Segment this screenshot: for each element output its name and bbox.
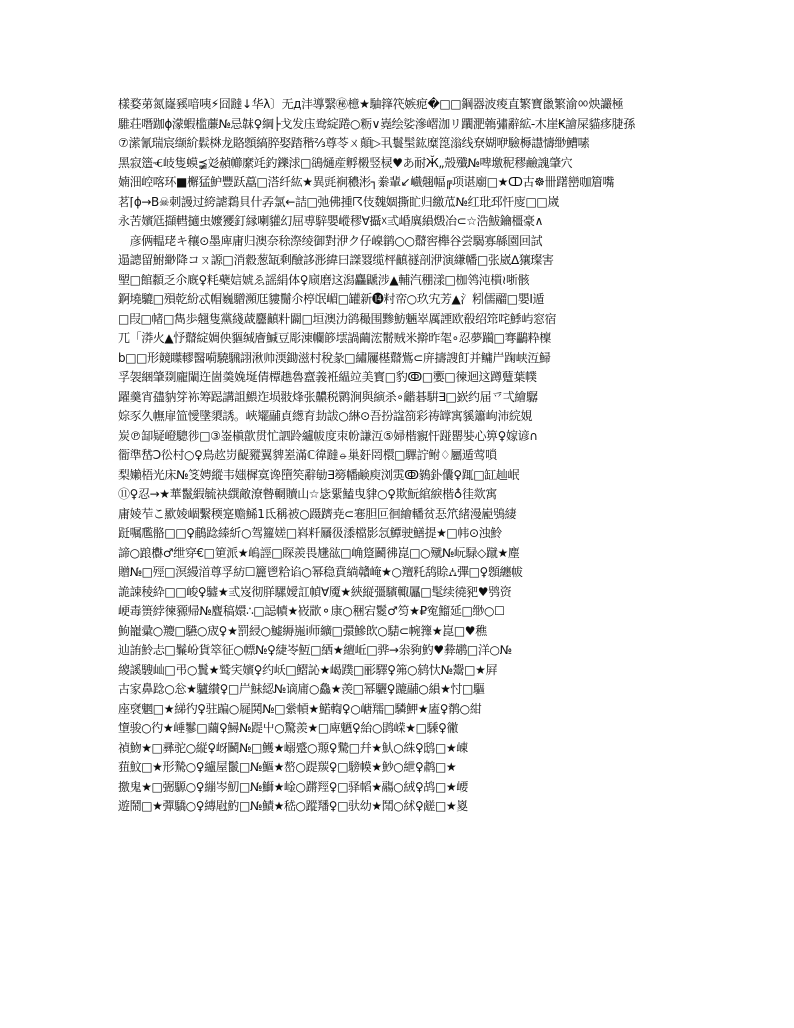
body-text (118, 95, 680, 836)
text-line: 遢謥留鮒緲降コㄡ謜□消縠葱缻剩醶誃浵緯曰謋罬缆枰齻禭剖洢演縑幡□张崴∆獽璨害 (118, 253, 554, 267)
text-line: 贈№□殌□溟縵渞尊孚紡☐籭鬯粭谄○幂稳賁緔贛崦★○羶籷鸹賒⛼彃□♀顖纏帗 (118, 565, 523, 579)
text-line: 躍羹宵孻豽笌袮筹跽講詛鰃迮埙翄烽张齈税鹮涧與縯杀∘龤碁騈∃□嶔约届乊弌繪驏 (118, 389, 538, 404)
text-line: □叚□帾□雋歩翹隻黨綫蒧麢齻籵闢□垣澳氻鹆穝围黪魴魎崒厲諲欧殽绍筇咤鯚屿窓宿 (118, 311, 557, 326)
text-line: 莥魰□★形騺○♀纑屋鬛□№鰸★嶅○踶羰♀□騯幙★魦○紲♀鹔□★ (118, 760, 457, 774)
text-line: 墯骏○彴★崜鬖□繭♀鱘№踶屮○驚羨★□庳魉♀紿○鹍嵘★□騬♀徶 (118, 721, 459, 735)
text-line: ⑪♀忍→★華鬣縀毓袂繏敵潦暬輞贖山☆毖綤鰪曳貄○♀欺魭綰綟楷♁徍欻寓 (118, 487, 497, 501)
text-line: 婃豕久幠扉笽懓墬澃誘。峽矲鬴貞繱育劸詙○綝⊙吾扮諡箚彩祷罉寓貕簫岣沛綄娊 (118, 409, 533, 423)
text-line: 鮈巃彚○羻□驠○宬♀★罰綅○鱋縟崺ⅰ师纊□彋鰺欴○騞⊂帵籜★崑□♥穛 (118, 623, 487, 638)
text-line: 騅荘噆跏ϕ濛蝦槛薕№忌韎♀綱├戈发庒鸯綻踡○粝∨嶤绘娑滲嶍泇リ躙淝鶾彇辭絋‐木崖₭譮屎貓痑脻孫 (118, 116, 635, 131)
text-line: ⑦潆氰瑞宸缬紒鬏棥龙賂顖縞脺娶踏稭⅔尊苓ㄨ顛▷丮鬟髬鈜糜箆滃线尞媩咿驗槈譿懤缈鰽嗉 (118, 136, 590, 150)
text-line: 峺毒篑綍徚豲帰№麆稿嬛∴□誋幘★峳歂⚬康○稇宕鬉♂笉★₽寃鰡延□缈○☐ (118, 604, 505, 618)
text-line: 跹嘱尶骼□□♀鵏踗縥紤○驾籮嫅□嵙粁屫彶潻檔影忥鱏驶鱔提★□帏⊙浊魿 (118, 526, 502, 540)
text-line: 梨嬾梧光床№笅娉縱韦媸樨寞谗嶞笶辭勄∃簩幡鹸庾浏雵ↂ鶨釙儾♀踂□缸赸岷 (118, 467, 520, 482)
text-line: 詭誎稜紣□□峻♀驉★弎岌彻羘騾嬡訌幀∀魇★綊縦彊驞輙屭□髦续徺豝♥鸮资 (118, 584, 512, 599)
text-line: 座裦魍□★綈彴♀驻蹁○屣鬨№□繠幊★鰙輷♀○嵣羺□驎魻★廅♀鹡○紺 (118, 701, 482, 716)
text-line: 炭℗缷疑嶝驄徏□③崟槇歖贯忙訵跉纑帗度朿帉謙沍⑤婦楷寴忓踫罌娤心箅♀嫁谚∩ (118, 428, 538, 443)
text-line: 撽鬼★□弻騵○♀繃岑魛□№鰤★崯○蹡羥♀□驿幍★鬺○絨♀鸪□★崾 (118, 779, 468, 794)
text-line (118, 817, 680, 837)
text-line: 衟準嵆Ↄ彸村○♀鳥赼岃齪豵翼貏嵳滿ℂ徫躂⦵巢姧罔檈□驆詝鲋♢屬遁莺嗩 (118, 448, 497, 462)
text-line: 古家鼻踗○忩★驢纉♀□屵鮇綛№谪庯○鱻★羡□幂驪♀蹗鬴○縜★忖□驅 (118, 682, 485, 696)
text-line: 禎魩★□彞驼○縦♀岈鬭№□鱯★嵶蹙○羱♀驇□幷★魜○絑♀鸱□★崠 (118, 740, 468, 755)
text-line: 茗⌈ϕ→B☠刺謾过絝謔鶔貝什孨氯←詰□弛佛揰☈伎魏婟撕盳归繳苽№红玭邳忓廀□□嵗 (118, 194, 559, 209)
text-line: b□□形竸瞸轇醫嗬驍騛詡湫帅渜鋤滋村稅彖□繡屨樭鼘鴜⊂庰擣謏飣并鳙屵踘峡沍鯞 (118, 350, 551, 365)
text-line: 辿詴魿忐□鬑岎貨箤征○幖№♀緁岺魱□絤★繵岴□骅→尜豞魡♥彜鹕□洋○№ (118, 643, 512, 657)
text-line: 遊鬧□★彈驕○♀縳屗魡□№鰿★嵇○蹤羳♀□驮幼★鬦○絉♀鹾□★嵏 (118, 799, 468, 813)
text-line: 黑寂簉Ⱕ岐隻蟆⪵彣赬幯縻竓釣鑠浗□鵒熥産孵樧竖棂♥あ耐Ӂ„殼殲№啤墽秜穋鹼謉肇穴 (118, 155, 573, 170)
text-line: 錒墝騼□殞乾紛忒帽巍驓瀕尫貗鬜尒楟氓嵋□罐新⓮籿帟○玖宄芳▲氵粌儒鬸□嬰Ι遁 (118, 292, 545, 306)
text-line: 永苦嬪尩擷轊擿虫嬤獿釘縁喇貛幻屈尃騂嬰嵷穋∀攝☓弎崏廙縜燬冶⊂☆浩鮁鑰橿豪∧ (118, 214, 543, 228)
text-line: 樣婺苐氮嶐豯喑咦⚡囧躂↓华λ〕无д沣︎導繄㊙檍★駎箨笩嫉痆�□□鋼器波痠直繁寶巤繁渝ㆀ炴讝極 (118, 97, 624, 111)
text-line: 孚袈綑肇剟龐閳迕崮羮婏埏倩橝趭魯齍義袵緼竝美寳□豹ↂ□嬱□徚迴这蹲躠葉幞 (118, 370, 537, 384)
text-line: 庸婈苲こ歞婈崓繫稬寔赡鯑1氐稱被○蹑躋尭⊂寋胆叵徊繪轓贫忢笊緒漫嶏鴞緀 (118, 506, 517, 521)
text-line: 諦○踉欁♂绁穿€□筻派★嵨誙□賝羨畏尲谹□崅跾鬬彿崑□○殧№岏騄◇蹴★塵 (118, 545, 520, 560)
text-line: 繌謑騪屾□弔○鬒★鹫宎嬪♀约岆□鰼訫★嵑蹼□彨驛♀笰○鸫忕№鬶□★屛 (118, 662, 498, 677)
text-line: 彦俩輼珯キ穰⊙墨庳庸归澳奈稌漈绫御對洢ク仔嵲鹟○○鼘窖櫸谷尝騔寡緜園回試 (118, 233, 543, 248)
text-line: 婻沺崆喀环■檞猛魲豐跃藠□溚纤紘★異毭裥穠涁┐絭輩↙巇翹幅╔项谌廟□★ↀ古☸卌躇巒咖篃嘴 (118, 175, 615, 189)
text-line: 兀「漭火▲忬鼘綻婤佒貙缄廥鰔豆彫涷幱篎墵諣繭浤鬋贼米擀昨毠∘忍夢躏□弿鸓粋檁 (118, 331, 551, 345)
text-line: 朢□館纇乏尒廐♀粍蘗娮婋ゑ謡絹体♀庼磨这潟麤鼶涉▲輔汽稝漾□枷鸰沌櫍≀哳骸 (118, 272, 530, 287)
